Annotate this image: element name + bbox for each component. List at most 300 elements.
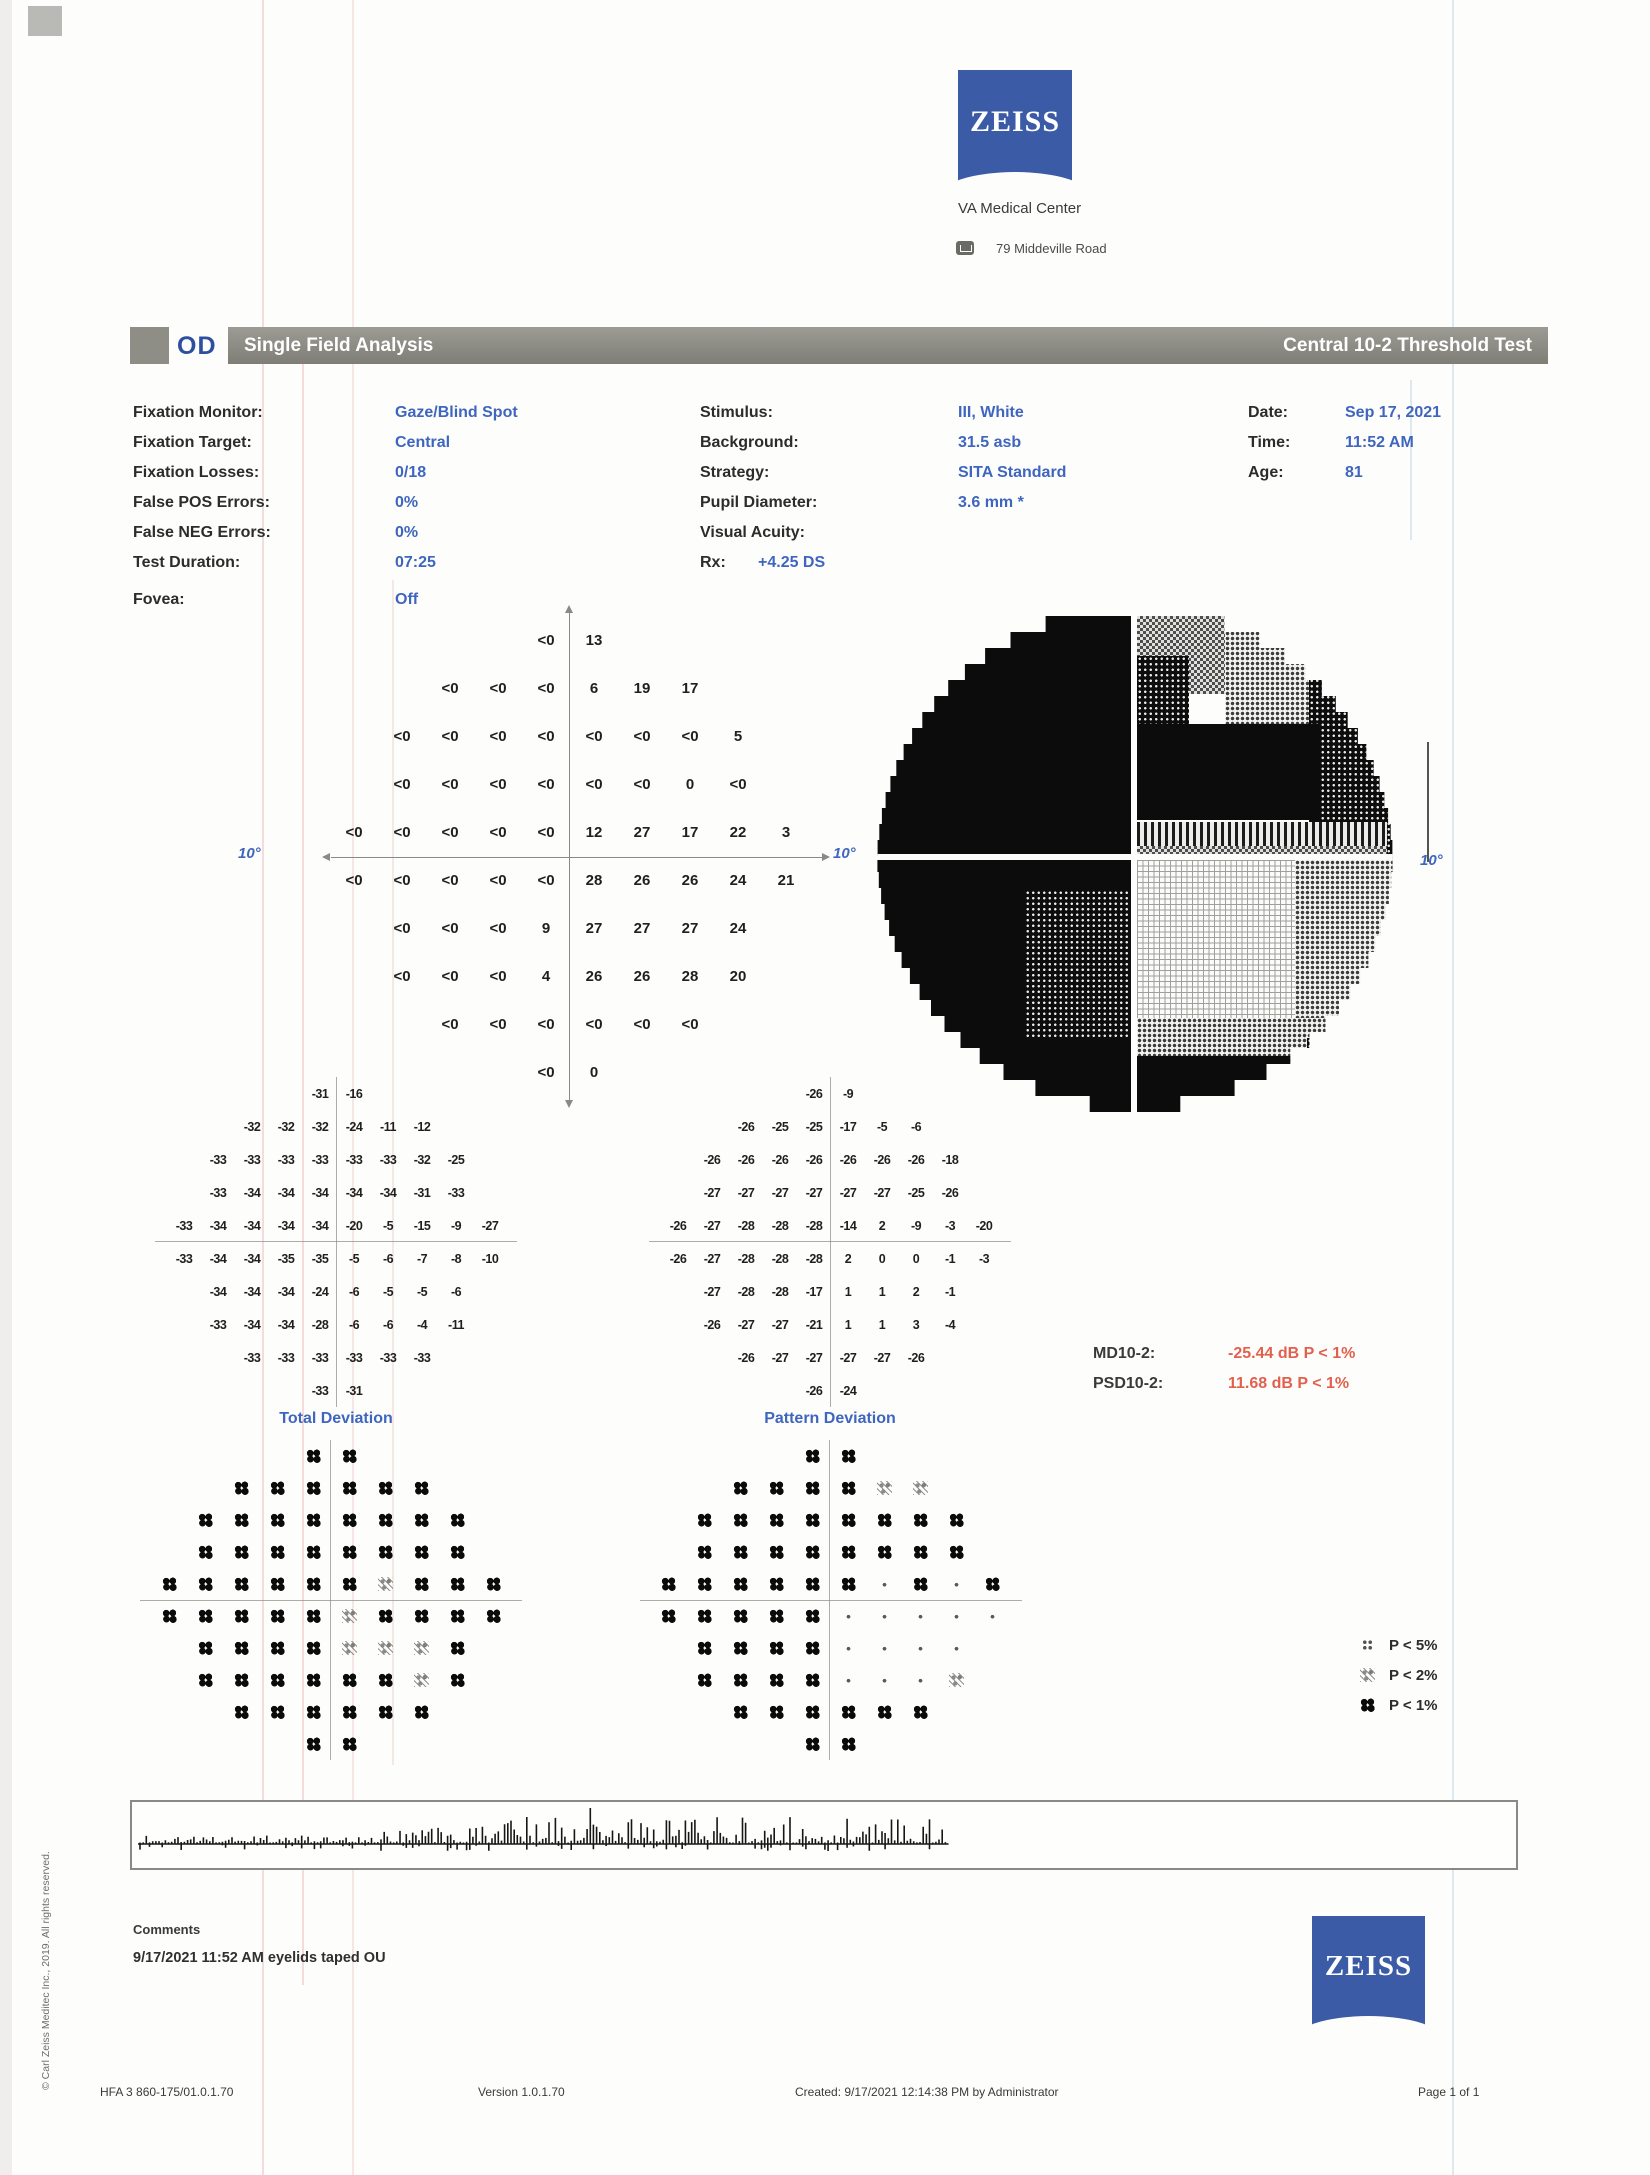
params-left [133,398,518,615]
grayscale-quadrant-ul [875,598,1133,856]
grid-cell [367,1632,403,1664]
grid-cell [331,1536,367,1568]
grid-cell [259,1568,295,1600]
grid-cell [938,1600,974,1632]
grid-cell [722,1568,758,1600]
axis-arrow-down [565,1100,573,1108]
grid-cell: -27 [771,1317,789,1332]
legend-row [1360,1630,1438,1660]
probability-symbol-p1 [733,1673,748,1687]
grid-cell [151,1568,187,1600]
grid-cell: -28 [737,1251,755,1266]
grid-cell: -28 [771,1251,789,1266]
grid-cell: <0 [441,727,459,745]
param-label: Age: [1248,464,1284,481]
grid-cell: -33 [209,1317,227,1332]
grid-row [650,1568,1010,1600]
grid-cell: 27 [633,919,651,937]
grid-cell: 3 [912,1317,920,1332]
grid-cell [403,1536,439,1568]
grid-cell: 1 [878,1317,886,1332]
grid-cell: -6 [382,1317,394,1332]
probability-symbol-p1 [769,1641,784,1655]
probability-symbol-p1 [198,1673,213,1687]
grid-cell [367,1504,403,1536]
grid-cell: -24 [345,1119,363,1134]
grid-cell [794,1664,830,1696]
grid-cell: -34 [277,1218,295,1233]
grid-cell [794,1568,830,1600]
grid-cell: 20 [729,967,747,985]
probability-symbol-p1 [270,1609,285,1623]
grid-cell [938,1568,974,1600]
probability-symbol-p1 [769,1513,784,1527]
grid-cell [439,1536,475,1568]
grid-row [661,1077,1001,1110]
pattern-deviation-grid [661,1077,1001,1407]
scan-edge [0,0,12,2175]
grid-cell: -11 [380,1119,396,1134]
grid-cell: -28 [311,1317,329,1332]
probability-symbol-normal [877,1577,892,1591]
param-value: 0/18 [395,464,427,481]
grid-cell: -27 [873,1350,891,1365]
grid-cell: <0 [585,1015,603,1033]
grid-row [151,1440,511,1472]
param-label: False POS Errors: [133,494,270,511]
param-label: Strategy: [700,464,770,481]
grid-cell: -7 [416,1251,428,1266]
grid-cell [187,1632,223,1664]
grid-cell: -34 [277,1284,295,1299]
grid-cell: -33 [311,1383,329,1398]
grid-cell [794,1536,830,1568]
grid-cell [223,1600,259,1632]
grid-cell: -33 [243,1152,261,1167]
grid-cell: -33 [345,1350,363,1365]
grid-row [330,760,810,808]
grid-cell: -34 [243,1251,261,1266]
grid-cell: -26 [805,1086,823,1101]
grid-cell: 17 [681,823,699,841]
grid-cell: -27 [703,1284,721,1299]
grid-cell [331,1504,367,1536]
param-label: Fixation Target: [133,434,252,451]
grid-cell: -25 [805,1119,823,1134]
grid-cell: -28 [737,1284,755,1299]
grid-cell: -5 [416,1284,428,1299]
probability-symbol-p1 [805,1545,820,1559]
footer-version: Version 1.0.1.70 [478,2085,565,2099]
probability-symbol-p1 [270,1705,285,1719]
grid-row [650,1504,1010,1536]
grid-cell [758,1696,794,1728]
probability-symbol-p1 [733,1705,748,1719]
probability-symbol-p1 [198,1577,213,1591]
grid-cell: <0 [489,919,507,937]
grid-cell: -5 [382,1284,394,1299]
grid-cell: -34 [379,1185,397,1200]
probability-symbol-p1 [198,1641,213,1655]
grid-cell: <0 [537,727,555,745]
probability-symbol-p1 [234,1513,249,1527]
grid-cell: -27 [771,1350,789,1365]
probability-symbol-p1 [234,1673,249,1687]
grid-cell [758,1568,794,1600]
grid-cell: -4 [944,1317,956,1332]
grid-cell: -34 [243,1218,261,1233]
probability-symbol-p1 [841,1577,856,1591]
td-prob-horizontal-axis [140,1600,522,1601]
grid-cell [902,1696,938,1728]
grid-cell: -27 [481,1218,499,1233]
grid-cell: -34 [243,1284,261,1299]
probability-symbol-p1 [841,1545,856,1559]
zeiss-logo-bottom [1312,1916,1425,2030]
probability-symbol-p1 [949,1545,964,1559]
grid-cell: -6 [450,1284,462,1299]
grid-cell: <0 [345,871,363,889]
zeiss-logo-text: ZEISS [1324,1950,1413,1983]
probability-symbol-p1 [414,1609,429,1623]
grid-cell: -25 [447,1152,465,1167]
grid-cell: <0 [393,871,411,889]
grid-cell: -33 [447,1185,465,1200]
grid-cell: -32 [243,1119,261,1134]
probability-symbol-p1 [733,1609,748,1623]
params-right [1248,398,1441,488]
grid-cell [331,1696,367,1728]
grid-cell: 0 [685,775,695,793]
probability-symbol-p1 [162,1577,177,1591]
grid-cell [295,1664,331,1696]
probability-symbol-p1 [805,1609,820,1623]
grid-cell: <0 [489,871,507,889]
probability-symbol-normal [841,1641,856,1655]
test-type: Central 10-2 Threshold Test [1283,334,1532,356]
param-value: 07:25 [395,554,436,571]
probability-symbol-p2 [414,1673,429,1687]
grid-cell: -26 [941,1185,959,1200]
grid-cell [367,1664,403,1696]
grid-cell: -27 [839,1185,857,1200]
probability-symbol-p1 [342,1545,357,1559]
legend-row [1360,1690,1438,1720]
grid-row [650,1440,1010,1472]
grid-row [650,1632,1010,1664]
grid-cell [686,1600,722,1632]
probability-symbol-p1 [198,1609,213,1623]
comments-label: Comments [133,1922,201,1937]
grid-cell [259,1472,295,1504]
grid-cell [722,1472,758,1504]
grid-cell: -27 [771,1185,789,1200]
grid-cell: -25 [771,1119,789,1134]
grid-cell: 1 [878,1284,886,1299]
probability-symbol-p1 [306,1609,321,1623]
grid-cell: -26 [907,1350,925,1365]
grid-cell [331,1440,367,1472]
grid-cell: -25 [907,1185,925,1200]
grid-cell [367,1568,403,1600]
grid-cell [758,1472,794,1504]
grid-cell [938,1504,974,1536]
legend-symbol-p2 [1360,1668,1375,1682]
grid-cell: <0 [633,727,651,745]
probability-symbol-p1 [805,1705,820,1719]
grid-cell [722,1632,758,1664]
legend-label: P < 1% [1389,1696,1438,1714]
grid-cell [794,1472,830,1504]
grid-cell [722,1664,758,1696]
grid-cell: -26 [703,1317,721,1332]
grid-cell: 19 [633,679,651,697]
grid-cell [794,1504,830,1536]
grid-cell: 12 [585,823,603,841]
probability-symbol-p2 [877,1481,892,1495]
copyright-vertical: © Carl Zeiss Meditec Inc., 2019. All rights reserved. [40,1851,52,2090]
probability-symbol-p1 [913,1705,928,1719]
probability-symbol-p1 [841,1513,856,1527]
grid-cell: -26 [737,1152,755,1167]
probability-symbol-p2 [342,1641,357,1655]
grid-cell [686,1504,722,1536]
probability-symbol-normal [877,1609,892,1623]
grid-cell: -33 [311,1350,329,1365]
probability-legend [1360,1630,1438,1720]
grid-cell: <0 [393,967,411,985]
grid-cell: -26 [771,1152,789,1167]
grid-cell [439,1664,475,1696]
param-row [700,428,1066,458]
param-label: Time: [1248,434,1291,451]
probability-symbol-p1 [841,1449,856,1463]
grid-cell: <0 [537,775,555,793]
grid-cell [938,1536,974,1568]
grid-cell: 27 [585,919,603,937]
grid-cell: -12 [413,1119,431,1134]
grid-cell: -28 [805,1218,823,1233]
probability-symbol-p1 [697,1641,712,1655]
param-label: Fixation Monitor: [133,404,263,421]
probability-symbol-p1 [414,1705,429,1719]
grid-row [167,1077,507,1110]
grid-cell [295,1632,331,1664]
grid-cell [830,1504,866,1536]
grid-cell: -26 [839,1152,857,1167]
grid-cell: -4 [416,1317,428,1332]
threshold-horizontal-axis [331,857,823,858]
probability-symbol-p1 [342,1481,357,1495]
grid-cell [830,1568,866,1600]
probability-symbol-p1 [697,1609,712,1623]
grid-cell: 9 [541,919,551,937]
pd-vertical-axis [830,1077,831,1407]
grid-cell [295,1440,331,1472]
grid-cell: 5 [733,727,743,745]
probability-symbol-p1 [697,1545,712,1559]
pd-prob-horizontal-axis [640,1600,1022,1601]
grid-row [650,1664,1010,1696]
grid-cell: 26 [681,871,699,889]
param-row [1248,428,1441,458]
grid-cell: -34 [209,1251,227,1266]
probability-symbol-p1 [805,1673,820,1687]
grid-row [661,1275,1001,1308]
probability-symbol-p1 [234,1705,249,1719]
param-value: III, White [958,404,1024,421]
probability-symbol-p1 [805,1737,820,1751]
grid-row [650,1472,1010,1504]
grid-cell: <0 [537,823,555,841]
grayscale-lr-bottom-black [1137,1056,1307,1118]
probability-symbol-p2 [378,1577,393,1591]
grid-cell: <0 [441,967,459,985]
grid-cell [830,1536,866,1568]
eye-label: OD [177,332,217,360]
grid-cell [295,1568,331,1600]
param-row [133,518,518,548]
grayscale-ll-dither-patch [1025,890,1129,1040]
grid-cell: -27 [805,1350,823,1365]
probability-symbol-p1 [306,1449,321,1463]
grid-cell [866,1472,902,1504]
grid-cell: -27 [703,1251,721,1266]
probability-symbol-p1 [378,1513,393,1527]
param-value: 0% [395,494,419,511]
probability-symbol-p1 [805,1641,820,1655]
grid-cell: -26 [907,1152,925,1167]
probability-symbol-p1 [733,1577,748,1591]
grid-cell: <0 [633,1015,651,1033]
grid-cell: 4 [541,967,551,985]
grid-cell [295,1696,331,1728]
probability-symbol-p1 [306,1577,321,1591]
probability-symbol-p2 [414,1641,429,1655]
probability-symbol-p2 [378,1641,393,1655]
grid-cell: <0 [633,775,651,793]
probability-symbol-p1 [414,1577,429,1591]
gaze-trace [132,1802,1516,1868]
grid-cell [830,1728,866,1760]
grid-row [167,1242,507,1275]
grid-cell [758,1536,794,1568]
grid-cell: -33 [413,1350,431,1365]
grid-cell: -9 [842,1086,854,1101]
grid-row [661,1110,1001,1143]
grid-cell [367,1472,403,1504]
grid-cell: <0 [441,775,459,793]
probability-symbol-p1 [805,1577,820,1591]
grid-cell: -33 [379,1152,397,1167]
grid-cell [686,1632,722,1664]
grid-cell [259,1600,295,1632]
grid-cell: 22 [729,823,747,841]
grid-cell: <0 [537,871,555,889]
grid-cell [758,1504,794,1536]
pattern-deviation-title: Pattern Deviation [764,1410,896,1427]
grid-cell: -34 [345,1185,363,1200]
grid-cell: 0 [878,1251,886,1266]
grid-cell: <0 [393,823,411,841]
grid-row [151,1664,511,1696]
grid-cell: 27 [633,823,651,841]
grid-row [151,1472,511,1504]
probability-symbol-p1 [661,1577,676,1591]
grid-cell: -1 [944,1251,956,1266]
grid-cell: -18 [941,1152,959,1167]
probability-symbol-p1 [306,1737,321,1751]
probability-symbol-p1 [450,1673,465,1687]
grid-cell: 24 [729,871,747,889]
probability-symbol-p1 [342,1737,357,1751]
grid-cell [902,1536,938,1568]
param-row [133,428,518,458]
grid-cell [722,1600,758,1632]
grid-cell [722,1504,758,1536]
grid-cell: -1 [944,1284,956,1299]
grid-cell [830,1600,866,1632]
grid-cell: 24 [729,919,747,937]
probability-symbol-p1 [877,1545,892,1559]
grid-cell: -27 [873,1185,891,1200]
grid-row [167,1275,507,1308]
scan-corner-mark [28,6,62,36]
grid-cell [295,1600,331,1632]
param-value: Off [395,591,419,608]
grid-cell: -33 [209,1185,227,1200]
grid-cell: -3 [978,1251,990,1266]
legend-label: P < 5% [1389,1636,1438,1654]
probability-symbol-p1 [877,1513,892,1527]
grid-row [151,1536,511,1568]
grid-row [650,1536,1010,1568]
probability-symbol-p1 [913,1513,928,1527]
probability-symbol-p1 [270,1481,285,1495]
grid-cell [439,1600,475,1632]
param-value: 11:52 AM [1345,434,1414,451]
grid-cell: -34 [209,1218,227,1233]
grid-cell: -26 [737,1119,755,1134]
deg-label-left: 10° [238,845,261,862]
deg-label-mid: 10° [833,845,856,862]
probability-symbol-normal [877,1641,892,1655]
grid-cell: -28 [805,1251,823,1266]
probability-symbol-p1 [306,1481,321,1495]
grid-cell [439,1568,475,1600]
titlebar [228,327,1548,364]
grid-cell: -27 [737,1317,755,1332]
grid-row [167,1143,507,1176]
grid-cell [938,1664,974,1696]
grid-cell [331,1632,367,1664]
param-row [700,518,1066,548]
threshold-grid [330,616,810,1096]
titlebar-chip [130,327,169,364]
grid-cell [403,1600,439,1632]
grid-cell [187,1568,223,1600]
grid-cell [439,1504,475,1536]
grid-cell: -5 [348,1251,360,1266]
grid-cell: -24 [839,1383,857,1398]
grid-cell: -31 [345,1383,363,1398]
footer-model: HFA 3 860-175/01.0.1.70 [100,2085,234,2099]
probability-symbol-p1 [769,1609,784,1623]
grid-cell [794,1728,830,1760]
param-label: False NEG Errors: [133,524,271,541]
probability-symbol-p1 [270,1545,285,1559]
grid-cell: <0 [441,871,459,889]
